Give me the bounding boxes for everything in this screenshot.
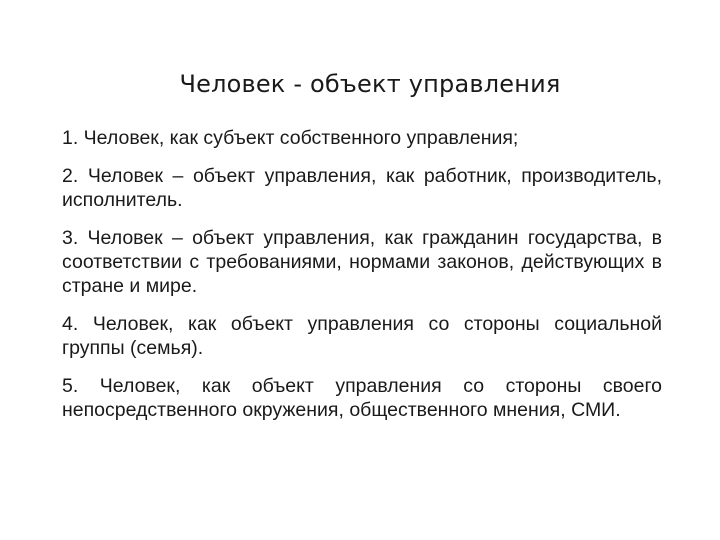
list-item: 2. Человек – объект управления, как работник, производитель, исполнитель. [62,165,662,211]
item-list [62,126,662,436]
list-item: 1. Человек, как субъект собственного управления; [62,127,519,149]
slide-title: Человек - объект управления [179,70,561,98]
list-item: 5. Человек, как объект управления со стороны своего непосредственного окружения, общественного мнения, СМИ. [62,375,662,421]
list-item: 3. Человек – объект управления, как гражданин государства, в соответствии с требованиями, нормами законов, действующих в стране и мире. [62,227,662,297]
list-item: 4. Человек, как объект управления со стороны социальной группы (семья). [62,313,662,359]
